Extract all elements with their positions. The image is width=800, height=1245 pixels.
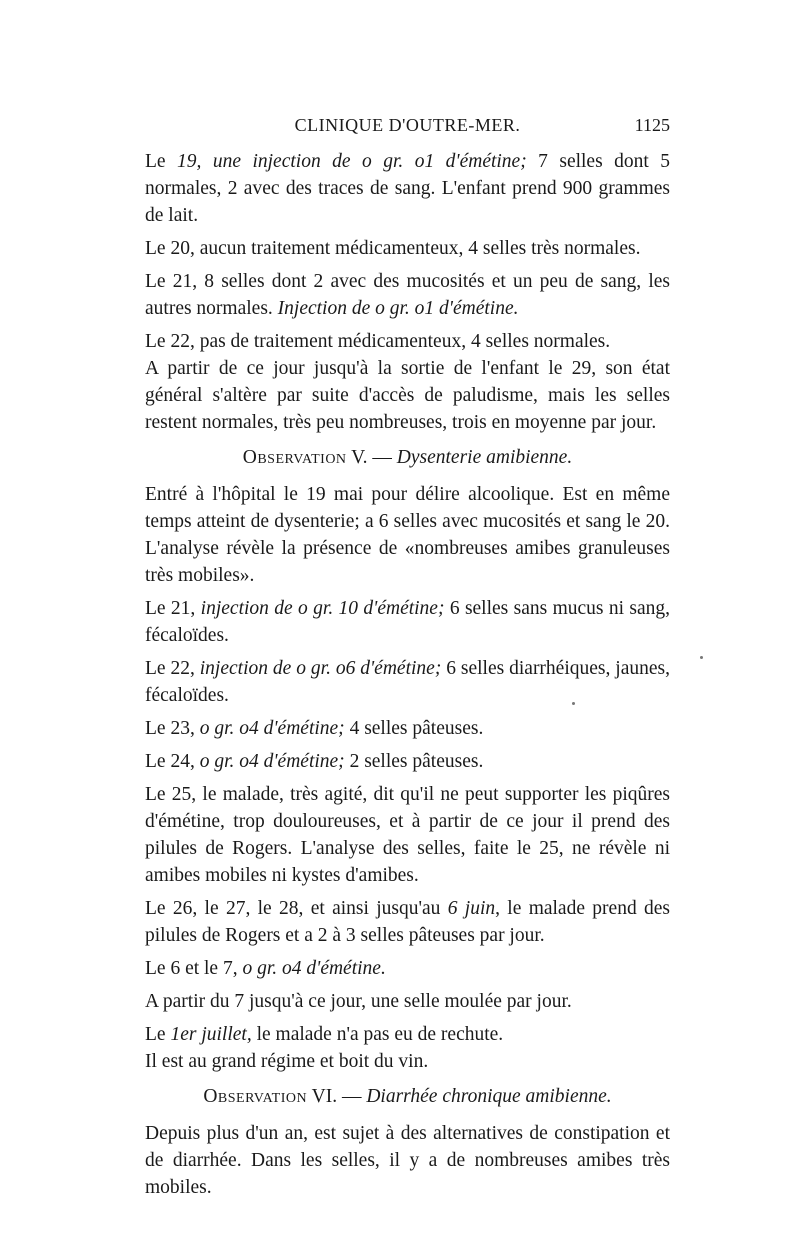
- italic-run: 6 juin: [447, 898, 496, 919]
- paragraph: [145, 655, 670, 709]
- paragraph: [145, 955, 670, 982]
- text-run: 4 selles pâteuses.: [344, 718, 484, 739]
- running-title: CLINIQUE D'OUTRE-MER.: [294, 115, 521, 135]
- paragraph: [145, 268, 670, 322]
- text-run: Le 26, le 27, le 28, et ainsi jusqu'au: [145, 898, 448, 919]
- paragraph: Le 22, pas de traitement médicamenteux, 4 selles normales.: [145, 331, 611, 352]
- running-header: [145, 115, 670, 139]
- heading-label: Observation: [203, 1086, 308, 1107]
- paragraph: [145, 715, 670, 742]
- italic-run: 19,: [177, 151, 213, 172]
- italic-run: o gr. o4 d'émétine;: [199, 718, 345, 739]
- paragraph: [145, 1021, 670, 1048]
- text-run: 7 selles dont 5 normales, 2 avec des traces de sang. L'enfant prend 900 grammes de lait.: [145, 151, 670, 226]
- heading-title: Dysenterie amibienne.: [396, 447, 573, 468]
- page-number: 1125: [634, 115, 670, 135]
- italic-run: une injection de o gr. o1 d'émétine;: [212, 151, 527, 172]
- paragraph: Le 25, le malade, très agité, dit qu'il ne peut supporter les piqûres d'émétine, trop douloureuses, et à partir de ce jour il prend des pilules de Rogers. L'analyse des selles, faite le 25, ne révèle ni amibes mobiles ni kystes d'amibes.: [145, 784, 670, 886]
- italic-run: o gr. o4 d'émétine.: [242, 958, 386, 979]
- paragraph: [145, 148, 670, 229]
- paragraph: A partir de ce jour jusqu'à la sortie de l'enfant le 29, son état général s'altère par suite d'accès de paludisme, mais les selles restent normales, très peu nombreuses, trois en moyenne par jour.: [145, 358, 670, 433]
- heading-label: Observation: [242, 447, 347, 468]
- paragraph: Il est au grand régime et boit du vin.: [145, 1051, 429, 1072]
- paragraph: Entré à l'hôpital le 19 mai pour délire alcoolique. Est en même temps atteint de dysenterie; a 6 selles avec mucosités et sang le 20. L'analyse révèle la présence de «nombreuses amibes granuleuses très mobiles».: [145, 484, 670, 586]
- text-run: Le: [145, 1024, 171, 1045]
- page-body: [145, 148, 670, 1207]
- text-run: 6 selles diarrhéiques, jaunes, fécaloïdes.: [145, 658, 670, 706]
- text-run: Le 23,: [145, 718, 200, 739]
- print-speck: [700, 656, 703, 659]
- text-run: Le 21, 8 selles dont 2 avec des mucosités et un peu de sang, les autres normales.: [145, 271, 670, 319]
- text-run: Le: [145, 151, 178, 172]
- italic-run: o gr. o4 d'émétine;: [199, 751, 345, 772]
- text-run: Le 22,: [145, 658, 200, 679]
- text-run: le malade n'a pas eu de rechute.: [251, 1024, 504, 1045]
- text-run: Le 6 et le 7,: [145, 958, 243, 979]
- text-run: 6 selles sans mucus ni sang, fécaloïdes.: [145, 598, 670, 646]
- italic-run: 1er juillet,: [170, 1024, 252, 1045]
- text-run: 2 selles pâteuses.: [344, 751, 484, 772]
- paragraph: [145, 748, 670, 775]
- text-run: Le 24,: [145, 751, 200, 772]
- italic-run: injection de o gr. o6 d'émétine;: [199, 658, 442, 679]
- print-speck: [572, 702, 575, 705]
- italic-run: Injection de o gr. o1 d'émétine.: [277, 298, 519, 319]
- paragraph: [145, 895, 670, 949]
- heading-number: V. —: [346, 447, 397, 468]
- paragraph: Depuis plus d'un an, est sujet à des alternatives de constipation et de diarrhée. Dans les selles, il y a de nombreuses amibes très mobiles.: [145, 1123, 670, 1198]
- italic-run: injection de o gr. 10 d'émétine;: [200, 598, 445, 619]
- paragraph: [145, 595, 670, 649]
- paragraph: Le 20, aucun traitement médicamenteux, 4 selles très normales.: [145, 238, 641, 259]
- text-run: , le malade prend des pilules de Rogers et a 2 à 3 selles pâteuses par jour.: [145, 898, 671, 946]
- heading-title: Diarrhée chronique amibienne.: [366, 1086, 612, 1107]
- observation-heading: [145, 444, 670, 471]
- text-run: Le 21,: [145, 598, 201, 619]
- observation-heading: [145, 1083, 670, 1110]
- paragraph: A partir du 7 jusqu'à ce jour, une selle moulée par jour.: [145, 991, 572, 1012]
- heading-number: VI. —: [307, 1086, 367, 1107]
